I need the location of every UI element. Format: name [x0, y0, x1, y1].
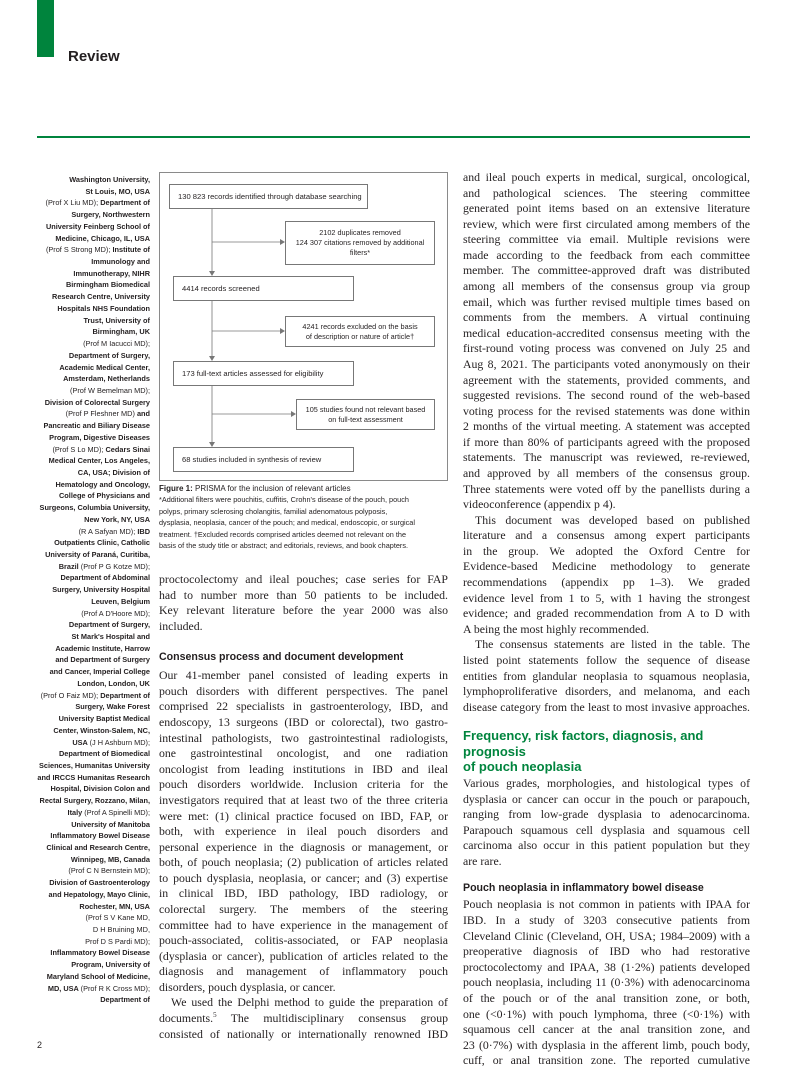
text-line: cuff, or anal transition zone. The reported cumulative [463, 1053, 750, 1068]
box-studies-included: 68 studies included in synthesis of review [173, 447, 354, 472]
affiliation-line: (Prof A D'Hoore MD); [81, 608, 150, 618]
affiliation-line: Surgery, Wake Forest [75, 702, 150, 712]
text-line: pouch neoplasia, including 11 (0·3%) with adenocarcinoma [463, 975, 750, 990]
affiliation-line: Sciences, Humanitas University [38, 760, 150, 770]
text-line: suggested revisions. The second round of the web-based [463, 388, 750, 403]
delphi-line: documents.$^5$ The multidisciplinary consensus group [159, 1011, 448, 1026]
text-line: ranging from low-grade dysplasia to adenocarcinoma. [463, 807, 750, 822]
text-line: made according to the feedback from each committee [463, 247, 750, 262]
text-line: Our 41-member panel consisted of leading experts in [159, 668, 448, 683]
affiliation-line: Academic Medical Center, [59, 362, 150, 372]
text-line: disease category from the least to most invasive approaches. [463, 699, 750, 714]
text-line: generated point items based on an extensive literature [463, 201, 750, 216]
affiliation-line: Department of Surgery, [68, 350, 150, 360]
pouch-neoplasia-heading: Pouch neoplasia in inflammatory bowel disease [463, 882, 704, 895]
text-line: among all members of the consensus group via group [463, 279, 750, 294]
affiliation-line: Surgery, Northwestern [71, 210, 150, 220]
consensus-paragraph [159, 668, 448, 995]
delphi-line: consisted of nationally or internationally renowned IBD [159, 1026, 448, 1041]
affiliation-line: Brazil (Prof P G Kotze MD); [58, 561, 150, 571]
affiliation-line: St Mark's Hospital and [71, 632, 150, 642]
text-line: evidence; and graded recommendation from A to D with [463, 606, 750, 621]
affiliation-line: Maryland School of Medicine, [46, 971, 150, 981]
text-line: statements. The manuscript was reviewed, re-reviewed, [463, 450, 750, 465]
affiliation-line: Rochester, MN, USA [79, 901, 150, 911]
affiliation-line: Department of Biomedical [59, 749, 150, 759]
text-line: 2 months of the virtual meeting. A statement was accepted [463, 419, 750, 434]
affiliation-line: Italy (Prof A Spinelli MD); [67, 807, 150, 817]
text-line: Pouch neoplasia is not common in patients with IPAA for [463, 897, 750, 912]
text-line: steering committee via email. Multiple revisions were [463, 232, 750, 247]
text-line: literature and a consensus among expert participants [463, 528, 750, 543]
affiliation-line: Amsterdam, Netherlands [63, 374, 150, 384]
affiliation-line: (Prof P Fleshner MD) and [65, 409, 150, 419]
text-line: agreement with the statements, provided comments, and [463, 372, 750, 387]
affiliation-line: London, London, UK [77, 678, 150, 688]
affiliation-line: (Prof O Faiz MD); Department of [40, 690, 150, 700]
text-line: medical education-accredited consensus meeting with the [463, 325, 750, 340]
delphi-line: We used the Delphi method to guide the preparation of [171, 995, 448, 1010]
affiliation-line: Pancreatic and Biliary Disease [43, 421, 150, 431]
text-line: included. [159, 618, 203, 633]
text-line: in clinical IBD, IBD pathology, IBD radiology, or [159, 886, 448, 901]
figure-caption-line: treatment. †Excluded records comprised articles deemed not relevant on the [159, 529, 407, 539]
affiliation-line: Prof D S Pardi MD); [85, 936, 150, 946]
text-line: preoperative diagnosis of IBD who had restorative [463, 944, 750, 959]
affiliation-line: Surgeons, Columbia University, [39, 503, 150, 513]
text-line: committee had to have experience in the management of [159, 917, 448, 932]
affiliation-line: Immunology and [91, 257, 150, 267]
text-line: 23 (0·7%) with dysplasia in the afferent limb, pouch body, [463, 1037, 750, 1052]
box-fulltext-assessed: 173 full-text articles assessed for eligibility [173, 361, 354, 386]
affiliation-line: MD, USA (Prof R K Cross MD); [47, 983, 150, 993]
affiliation-line: Hospital, Division Colon and [50, 784, 150, 794]
text-line: endoscopy, 13 surgeons (IBD or colorectal), two gastro- [159, 715, 448, 730]
box-records-excluded: 4241 records excluded on the basis of description or nature of article† [285, 316, 435, 347]
pouch-neoplasia-paragraph [463, 897, 750, 1068]
affiliation-line: Trust, University of [83, 315, 150, 325]
text-line: both, of pouch neoplasia; (2) publication of articles related [159, 855, 448, 870]
affiliation-line: Hospitals NHS Foundation [57, 303, 150, 313]
affiliation-line: Program, Digestive Diseases [49, 432, 150, 442]
statements-paragraph [463, 637, 750, 715]
text-line: had to number more than 50 patients to be included. [159, 587, 448, 602]
affiliation-line: Center, Winston-Salem, NC, [53, 725, 150, 735]
affiliation-line: St Louis, MO, USA [85, 186, 150, 196]
right-column [463, 170, 750, 1069]
citation-ref: 5 [213, 1011, 217, 1020]
figure-caption-line: polyps, primary sclerosing cholangitis, familial adenomatous polyposis, [159, 506, 388, 516]
text-line: This document was developed based on published [475, 512, 750, 527]
affiliation-line: Rectal Surgery, Rozzano, Milan, [39, 796, 150, 806]
affiliation-line: and IRCCS Humanitas Research [37, 772, 150, 782]
text-line: dysplasia or cancer can occur in the pouch or parapouch, [463, 791, 750, 806]
affiliation-line: University of Paraná, Curitiba, [45, 550, 150, 559]
affiliation-line: Inflammatory Bowel Disease [50, 831, 150, 841]
affiliation-line: Program, University of [71, 960, 150, 970]
affiliation-line: Research Centre, University [52, 292, 150, 302]
affiliation-line: Surgery, University Hospital [52, 585, 150, 595]
text-line: and ileal pouch experts in medical, surgical, oncological, [463, 170, 750, 184]
box-not-relevant: 105 studies found not relevant based on full-text assessment [296, 399, 435, 430]
process-paragraph [463, 170, 750, 513]
text-line: Various grades, morphologies, and histological types of [463, 776, 750, 791]
affiliation-line: (Prof C N Bernstein MD); [68, 866, 150, 876]
text-line: evidence level from 1 to 5, with 1 having the strongest [463, 590, 750, 605]
affiliation-line: Division of Gastroenterology [49, 878, 150, 888]
text-line: (dysplasia or cancer), publication of articles related to the [159, 948, 448, 963]
text-line: IBD. In a study of 3203 consecutive patients from [463, 913, 750, 928]
affiliation-line: Inflammatory Bowel Disease [50, 948, 150, 958]
text-line: and approved by all members of the consensus group. [463, 465, 750, 480]
frequency-paragraph [463, 776, 750, 869]
prisma-flow-diagram [159, 172, 448, 481]
header-rule [37, 136, 750, 138]
text-line: intestinal pathologists, two gastrointestinal radiologists, [159, 730, 448, 745]
text-line: proctocolectomy and ileal pouches; case series for FAP [159, 572, 448, 586]
text-line: listed point statements follow the sequence of disease [463, 652, 750, 667]
affiliation-line: University Feinberg School of [45, 221, 150, 231]
affiliation-line: and Hepatology, Mayo Clinic, [48, 889, 150, 899]
affiliation-line: Immunotherapy, NIHR [73, 268, 150, 278]
section-label: Review [68, 48, 120, 65]
text-line: proctocolectomy and IPAA, 38 (1·2%) patients developed [463, 959, 750, 974]
affiliation-line: (Prof S Strong MD); Institute of [45, 245, 150, 255]
text-line: videoconference (appendix p 4). [463, 497, 616, 512]
text-line: comprised 22 specialists in gastroenterology, IBD, and [159, 699, 448, 714]
text-line: investigators required that at least two of the three criteria [159, 792, 448, 807]
text-line: pouch disorders worldwide. Inclusion criteria for the [159, 777, 448, 792]
author-affiliations [28, 174, 150, 1006]
affiliation-line: (R A Safyan MD); IBD [78, 526, 150, 536]
figure-caption-title: Figure 1: PRISMA for the inclusion of relevant articles [159, 484, 351, 493]
text-line: Three statements were voted off by the panellists during a [463, 481, 750, 496]
text-line: recommendations (appendix pp 1–3). We graded [463, 575, 750, 590]
text-line: were met: (1) clinical practice focused on IBD, FAP, or [159, 808, 448, 823]
text-line: squamous cell cancer at the anal transition zone, and [463, 1022, 750, 1037]
text-line: pouch disorders with different perspectives. The panel [159, 683, 448, 698]
figure-caption-line: dysplasia, neoplasia, cancer of the pouch; and medical, endoscopic, or surgical [159, 518, 415, 528]
text-line: Parapouch squamous cell dysplasia and squamous cell [463, 822, 750, 837]
text-line: entities from glandular neoplasia to squamous neoplasia, [463, 668, 750, 683]
text-line: voting process for the revised statements was done within [463, 403, 750, 418]
affiliation-line: CA, USA; Division of [77, 467, 150, 477]
affiliation-line: New York, NY, USA [84, 514, 150, 524]
affiliation-line: Winnipeg, MB, Canada [70, 854, 150, 864]
text-line: member. The committee-approved draft was distributed [463, 263, 750, 278]
affiliation-line: University Baptist Medical [58, 714, 150, 724]
box-records-identified: 130 823 records identified through database searching [169, 184, 368, 209]
text-line: lymphoproliferative disorders, and melanoma, and each [463, 684, 750, 699]
text-line: of the pouch or of the anal transition zone, or both, [463, 990, 750, 1005]
affiliation-line: Department of Surgery, [68, 620, 150, 630]
delphi-paragraph [159, 995, 448, 1042]
affiliation-line: Washington University, [69, 175, 150, 184]
affiliation-line: Outpatients Clinic, Catholic [54, 538, 150, 548]
text-line: and pathological sciences. The steering committee [463, 185, 750, 200]
affiliation-line: (Prof S V Kane MD, [85, 913, 150, 923]
text-line: Key relevant literature before the year 2000 was also [159, 603, 448, 618]
text-line: one (<0·1%) with pouch lymphoma, three (<0·1%) with [463, 1006, 750, 1021]
affiliation-line: Division of Colorectal Surgery [44, 397, 150, 407]
text-line: diagnosis and management of inflammatory pouch [159, 964, 448, 979]
text-line: in the group. We adopted the Oxford Centre for [463, 543, 750, 558]
text-line: Cleveland Clinic (Cleveland, OH, USA; 1984–2009) with a [463, 928, 750, 943]
text-line: disorders, pouch dysplasia, or cancer. [159, 979, 336, 994]
frequency-heading: Frequency, risk factors, diagnosis, and prognosis of pouch neoplasia [463, 728, 704, 775]
text-line: personal experience in the diagnosis or management, or [159, 839, 448, 854]
affiliation-line: and Department of Surgery [55, 655, 150, 665]
text-line: Evidence-based Medicine methodology to generate [463, 559, 750, 574]
middle-column [159, 572, 448, 1042]
affiliation-line: Birmingham Biomedical [65, 280, 150, 290]
affiliation-line: Hematology and Oncology, [55, 479, 150, 489]
box-duplicates-removed: 2102 duplicates removed 124 307 citations removed by additional filters* [285, 221, 435, 265]
text-line: Aug 8, 2021. The participants voted anonymously on their [463, 356, 750, 371]
text-line: are rare. [463, 853, 502, 868]
affiliation-line: (Prof X Liu MD); Department of [45, 198, 150, 208]
affiliation-line: USA (J H Ashburn MD); [72, 737, 150, 747]
page-number: 2 [37, 1040, 43, 1050]
figure-caption [159, 483, 449, 552]
text-line: email, which was further revised multiple times based on [463, 294, 750, 309]
affiliation-line: Clinical and Research Centre, [46, 842, 150, 852]
consensus-heading: Consensus process and document development [159, 651, 404, 664]
affiliation-line: D H Bruining MD, [92, 925, 150, 934]
text-line: review, which were first circulated among members of the [463, 216, 750, 231]
affiliation-line: Medicine, Chicago, IL, USA [55, 233, 150, 243]
text-line: colorectal surgery. The members of the steering [159, 901, 448, 916]
affiliation-line: Department of [100, 995, 150, 1005]
affiliation-line: College of Physicians and [58, 491, 150, 501]
affiliation-line: Academic Institute, Harrow [55, 643, 150, 653]
affiliation-line: University of Manitoba [71, 819, 150, 829]
text-line: carcinoma also occur in this patient population but they [463, 838, 750, 853]
affiliation-line: (Prof M Iacucci MD); [83, 339, 150, 349]
text-line: if more than 80% of participants agreed with the proposed [463, 434, 750, 449]
text-line: to pouch dysplasia, neoplasia, or cancer; and (3) expertise [159, 870, 448, 885]
text-line: pouch-associated, colitis-associated, or FAP neoplasia [159, 933, 448, 948]
affiliation-line: (Prof W Bemelman MD); [70, 385, 150, 395]
intro-paragraph [159, 572, 448, 634]
affiliation-line: Leuven, Belgium [91, 596, 150, 606]
text-line: comments from the members. A virtual continuing [463, 310, 750, 325]
figure-caption-line: *Additional filters were pouchitis, cuffitis, Crohn's disease of the pouch, pouch [159, 495, 409, 504]
text-line: oncologist from leading institutions in IBD and ileal [159, 761, 448, 776]
text-line: one gastrointestinal oncologist, and one radiation [159, 746, 448, 761]
affiliation-line: Birmingham, UK [92, 327, 150, 337]
affiliation-line: and Cancer, Imperial College [49, 667, 150, 677]
text-line: first-round voting process was convened on July 25 and [463, 341, 750, 356]
affiliation-line: Medical Center, Los Angeles, [48, 456, 150, 466]
text-line: A being the most highly recommended. [463, 621, 650, 636]
methodology-paragraph [463, 513, 750, 638]
text-line: both, with experience in ileal pouch disorders and [159, 824, 448, 839]
affiliation-line: Department of Abdominal [60, 573, 150, 583]
text-line: The consensus statements are listed in the table. The [475, 637, 750, 652]
box-records-screened: 4414 records screened [173, 276, 354, 301]
figure-caption-line: basis of the study title or abstract; and editorials, reviews, and book chapters. [159, 541, 409, 551]
section-accent-bar [37, 0, 54, 57]
affiliation-line: (Prof S Lo MD); Cedars Sinai [52, 444, 150, 454]
